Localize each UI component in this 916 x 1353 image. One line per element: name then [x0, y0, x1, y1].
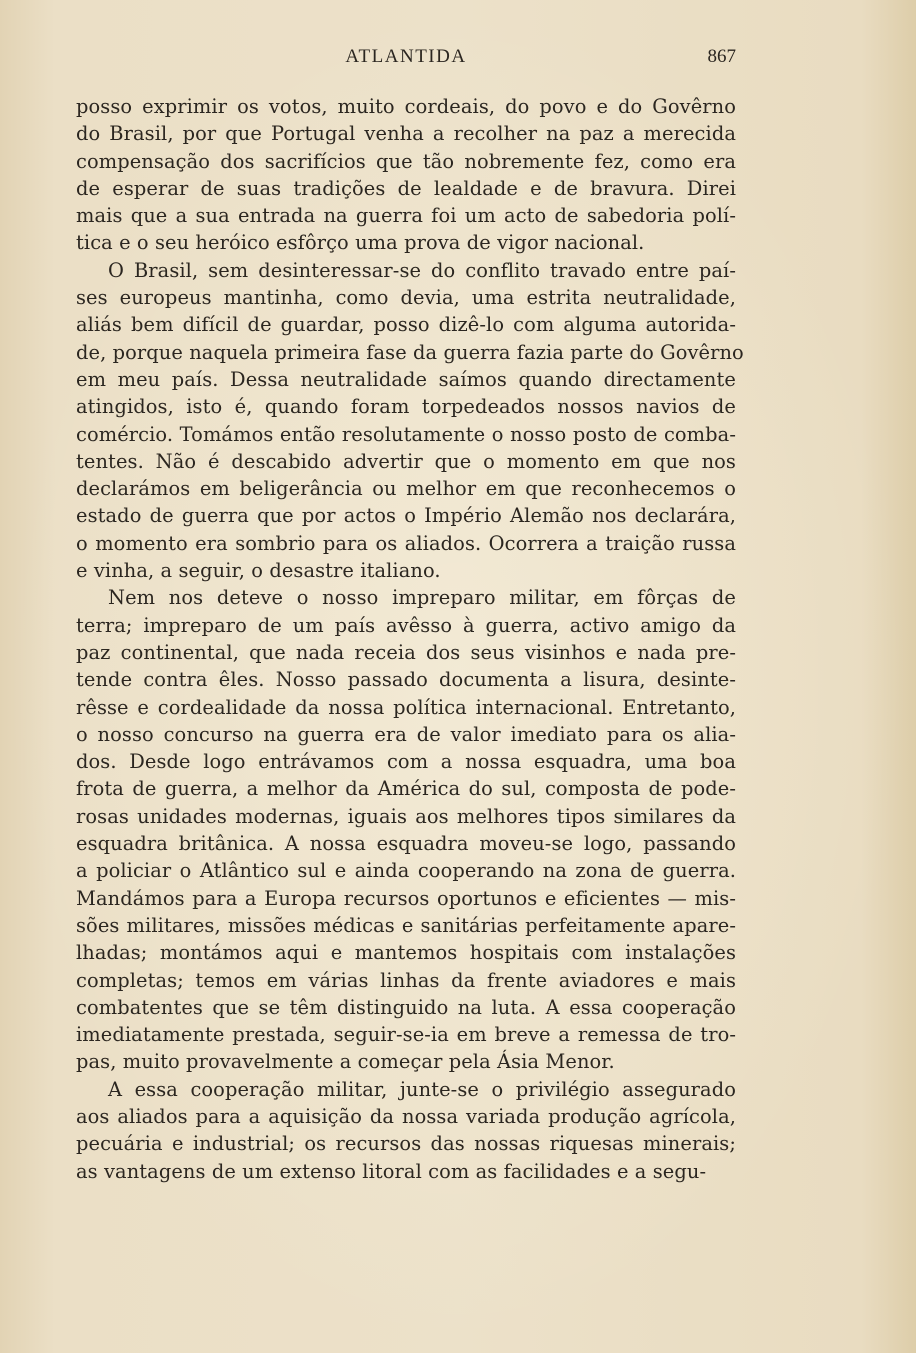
- text-line: tica e o seu heróico esfôrço uma prova de vigor nacional.: [76, 231, 645, 255]
- text-line: de, porque naquela primeira fase da guerra fazia parte do Govêrno: [76, 340, 744, 364]
- text-line: estado de guerra que por actos o Império Alemão nos declarára,: [76, 504, 736, 528]
- text-line: tentes. Não é descabido advertir que o momento em que nos: [76, 449, 736, 473]
- page-header: [76, 44, 736, 72]
- text-line: Nem nos deteve o nosso impreparo militar, em fôrças de: [108, 586, 736, 610]
- text-line: rêsse e cordealidade da nossa política internacional. Entretanto,: [76, 695, 736, 719]
- text-line: frota de guerra, a melhor da América do sul, composta de pode-: [76, 777, 736, 801]
- text-line: mais que a sua entrada na guerra foi um acto de sabedoria polí-: [76, 204, 736, 228]
- text-line: ses europeus mantinha, como devia, uma estrita neutralidade,: [76, 286, 736, 310]
- text-line: a policiar o Atlântico sul e ainda cooperando na zona de guerra.: [76, 859, 736, 883]
- text-line: em meu país. Dessa neutralidade saímos quando directamente: [76, 367, 736, 391]
- text-line: A essa cooperação militar, junte-se o privilégio assegurado: [108, 1077, 736, 1101]
- text-line: completas; temos em várias linhas da frente aviadores e mais: [76, 968, 736, 992]
- text-line: sões militares, missões médicas e sanitárias perfeitamente apare-: [76, 913, 736, 937]
- text-line: comércio. Tomámos então resolutamente o nosso posto de comba-: [76, 422, 736, 446]
- text-line: posso exprimir os votos, muito cordeais, do povo e do Govêrno: [76, 95, 736, 118]
- text-line: atingidos, isto é, quando foram torpedeados nossos navios de: [76, 395, 736, 419]
- text-line: O Brasil, sem desinteressar-se do conflito travado entre paí-: [108, 258, 736, 282]
- text-line: tende contra êles. Nosso passado documenta a lisura, desinte-: [76, 668, 736, 692]
- paragraph: [76, 257, 744, 585]
- text-line: as vantagens de um extenso litoral com as facilidades e a segu-: [76, 1159, 707, 1183]
- text-line: terra; impreparo de um país avêsso à guerra, activo amigo da: [76, 613, 736, 637]
- body-text: [76, 93, 744, 1185]
- text-line: o nosso concurso na guerra era de valor imediato para os alia-: [76, 722, 736, 746]
- text-line: pecuária e industrial; os recursos das nossas riquesas minerais;: [76, 1132, 736, 1156]
- text-line: lhadas; montámos aqui e mantemos hospitais com instalações: [76, 941, 736, 965]
- text-line: aliás bem difícil de guardar, posso dizê-lo com alguma autorida-: [76, 313, 736, 337]
- text-line: aos aliados para a aquisição da nossa variada produção agrícola,: [76, 1104, 736, 1128]
- paragraph: [76, 584, 736, 1075]
- text-line: rosas unidades modernas, iguais aos melhores tipos similares da: [76, 804, 736, 828]
- text-line: imediatamente prestada, seguir-se-ia em breve a remessa de tro-: [76, 1023, 736, 1047]
- text-line: dos. Desde logo entrávamos com a nossa esquadra, uma boa: [76, 750, 736, 774]
- text-line: Mandámos para a Europa recursos oportunos e eficientes — mis-: [76, 886, 736, 910]
- text-line: esquadra britânica. A nossa esquadra moveu-se logo, passando: [76, 832, 736, 856]
- text-line: combatentes que se têm distinguido na luta. A essa cooperação: [76, 995, 736, 1019]
- running-title: ATLANTIDA: [345, 46, 467, 67]
- text-line: o momento era sombrio para os aliados. Ocorrera a traição russa: [76, 531, 736, 555]
- paragraph: [76, 1076, 736, 1185]
- text-line: e vinha, a seguir, o desastre italiano.: [76, 559, 441, 583]
- text-line: pas, muito provavelmente a começar pela Ásia Menor.: [76, 1050, 615, 1074]
- page-number: 867: [707, 46, 736, 67]
- text-line: compensação dos sacrifícios que tão nobremente fez, como era: [76, 149, 736, 173]
- text-line: de esperar de suas tradições de lealdade e de bravura. Direi: [76, 176, 736, 200]
- text-line: declarámos em beligerância ou melhor em que reconhecemos o: [76, 477, 736, 501]
- paragraph: [76, 93, 736, 257]
- text-line: do Brasil, por que Portugal venha a recolher na paz a merecida: [76, 122, 736, 146]
- text-line: paz continental, que nada receia dos seus visinhos e nada pre-: [76, 640, 736, 664]
